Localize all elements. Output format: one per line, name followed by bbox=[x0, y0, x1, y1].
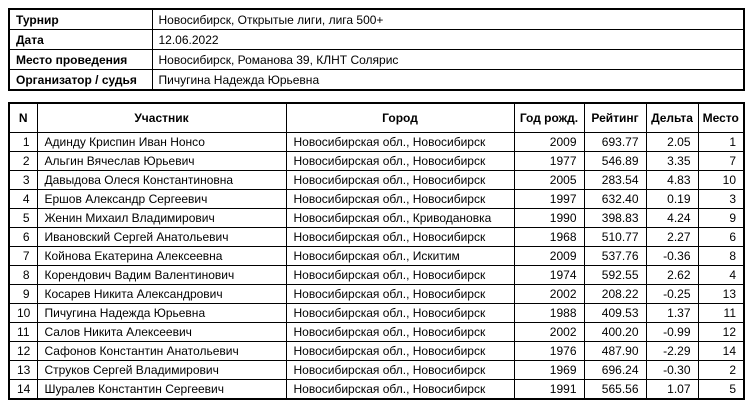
cell-place: 4 bbox=[698, 266, 744, 285]
cell-place: 6 bbox=[698, 228, 744, 247]
cell-place: 8 bbox=[698, 247, 744, 266]
col-header-n: N bbox=[9, 103, 37, 133]
cell-n: 8 bbox=[9, 266, 37, 285]
info-row-date bbox=[9, 30, 744, 50]
cell-n: 4 bbox=[9, 190, 37, 209]
cell-delta: 2.62 bbox=[646, 266, 698, 285]
cell-rating: 693.77 bbox=[584, 133, 646, 152]
participant-row bbox=[9, 380, 744, 400]
participant-row bbox=[9, 133, 744, 152]
cell-place: 7 bbox=[698, 152, 744, 171]
cell-delta: -0.36 bbox=[646, 247, 698, 266]
cell-rating: 537.76 bbox=[584, 247, 646, 266]
col-header-rating: Рейтинг bbox=[584, 103, 646, 133]
cell-participant: Давыдова Олеся Константиновна bbox=[37, 171, 286, 190]
cell-delta: -0.25 bbox=[646, 285, 698, 304]
cell-delta: 2.05 bbox=[646, 133, 698, 152]
cell-rating: 592.55 bbox=[584, 266, 646, 285]
cell-place: 3 bbox=[698, 190, 744, 209]
cell-city: Новосибирская обл., Новосибирск bbox=[286, 133, 514, 152]
cell-birth-year: 1991 bbox=[514, 380, 584, 400]
cell-place: 9 bbox=[698, 209, 744, 228]
cell-n: 10 bbox=[9, 304, 37, 323]
cell-place: 5 bbox=[698, 380, 744, 400]
participant-row bbox=[9, 304, 744, 323]
cell-delta: 2.27 bbox=[646, 228, 698, 247]
cell-place: 14 bbox=[698, 342, 744, 361]
cell-n: 11 bbox=[9, 323, 37, 342]
cell-city: Новосибирская обл., Искитим bbox=[286, 247, 514, 266]
cell-delta: -0.99 bbox=[646, 323, 698, 342]
cell-birth-year: 1997 bbox=[514, 190, 584, 209]
cell-participant: Пичугина Надежда Юрьевна bbox=[37, 304, 286, 323]
cell-participant: Корендович Вадим Валентинович bbox=[37, 266, 286, 285]
col-header-city: Город bbox=[286, 103, 514, 133]
cell-birth-year: 1969 bbox=[514, 361, 584, 380]
participant-row bbox=[9, 209, 744, 228]
cell-birth-year: 2009 bbox=[514, 247, 584, 266]
col-header-delta: Дельта bbox=[646, 103, 698, 133]
cell-participant: Койнова Екатерина Алексеевна bbox=[37, 247, 286, 266]
info-label-tournament: Турнир bbox=[9, 9, 152, 30]
cell-delta: 0.19 bbox=[646, 190, 698, 209]
cell-place: 2 bbox=[698, 361, 744, 380]
participant-row bbox=[9, 361, 744, 380]
cell-delta: 4.83 bbox=[646, 171, 698, 190]
info-row-tournament bbox=[9, 9, 744, 30]
cell-participant: Женин Михаил Владимирович bbox=[37, 209, 286, 228]
cell-city: Новосибирская обл., Новосибирск bbox=[286, 171, 514, 190]
participant-row bbox=[9, 247, 744, 266]
cell-n: 7 bbox=[9, 247, 37, 266]
cell-participant: Адинду Криспин Иван Нонсо bbox=[37, 133, 286, 152]
cell-n: 1 bbox=[9, 133, 37, 152]
info-row-organizer bbox=[9, 70, 744, 91]
cell-rating: 510.77 bbox=[584, 228, 646, 247]
cell-participant: Шуралев Константин Сергеевич bbox=[37, 380, 286, 400]
participant-row bbox=[9, 228, 744, 247]
cell-birth-year: 1976 bbox=[514, 342, 584, 361]
info-value-tournament: Новосибирск, Открытые лиги, лига 500+ bbox=[152, 9, 744, 30]
cell-city: Новосибирская обл., Новосибирск bbox=[286, 342, 514, 361]
cell-place: 13 bbox=[698, 285, 744, 304]
cell-city: Новосибирская обл., Новосибирск bbox=[286, 266, 514, 285]
cell-participant: Альгин Вячеслав Юрьевич bbox=[37, 152, 286, 171]
results-header-row bbox=[9, 103, 744, 133]
cell-n: 13 bbox=[9, 361, 37, 380]
tournament-info-table bbox=[8, 8, 745, 91]
cell-participant: Ершов Александр Сергеевич bbox=[37, 190, 286, 209]
participant-row bbox=[9, 285, 744, 304]
cell-place: 11 bbox=[698, 304, 744, 323]
participant-row bbox=[9, 171, 744, 190]
cell-rating: 632.40 bbox=[584, 190, 646, 209]
cell-birth-year: 1968 bbox=[514, 228, 584, 247]
cell-city: Новосибирская обл., Новосибирск bbox=[286, 323, 514, 342]
cell-city: Новосибирская обл., Новосибирск bbox=[286, 361, 514, 380]
col-header-place: Место bbox=[698, 103, 744, 133]
results-table bbox=[8, 102, 745, 400]
cell-delta: 4.24 bbox=[646, 209, 698, 228]
cell-birth-year: 2002 bbox=[514, 285, 584, 304]
info-label-venue: Место проведения bbox=[9, 50, 152, 70]
cell-rating: 546.89 bbox=[584, 152, 646, 171]
cell-participant: Струков Сергей Владимирович bbox=[37, 361, 286, 380]
cell-rating: 565.56 bbox=[584, 380, 646, 400]
info-label-organizer: Организатор / судья bbox=[9, 70, 152, 91]
cell-city: Новосибирская обл., Новосибирск bbox=[286, 304, 514, 323]
cell-n: 2 bbox=[9, 152, 37, 171]
participant-row bbox=[9, 342, 744, 361]
cell-birth-year: 2009 bbox=[514, 133, 584, 152]
cell-n: 14 bbox=[9, 380, 37, 400]
cell-place: 10 bbox=[698, 171, 744, 190]
cell-birth-year: 1988 bbox=[514, 304, 584, 323]
cell-n: 12 bbox=[9, 342, 37, 361]
cell-delta: 3.35 bbox=[646, 152, 698, 171]
cell-birth-year: 1974 bbox=[514, 266, 584, 285]
cell-delta: 1.37 bbox=[646, 304, 698, 323]
cell-rating: 696.24 bbox=[584, 361, 646, 380]
cell-city: Новосибирская обл., Новосибирск bbox=[286, 285, 514, 304]
cell-city: Новосибирская обл., Новосибирск bbox=[286, 228, 514, 247]
cell-rating: 208.22 bbox=[584, 285, 646, 304]
info-value-date: 12.06.2022 bbox=[152, 30, 744, 50]
cell-n: 6 bbox=[9, 228, 37, 247]
cell-delta: -2.29 bbox=[646, 342, 698, 361]
cell-n: 9 bbox=[9, 285, 37, 304]
cell-rating: 487.90 bbox=[584, 342, 646, 361]
cell-rating: 400.20 bbox=[584, 323, 646, 342]
cell-delta: -0.30 bbox=[646, 361, 698, 380]
participant-row bbox=[9, 152, 744, 171]
cell-city: Новосибирская обл., Криводановка bbox=[286, 209, 514, 228]
cell-place: 12 bbox=[698, 323, 744, 342]
cell-rating: 409.53 bbox=[584, 304, 646, 323]
cell-birth-year: 2005 bbox=[514, 171, 584, 190]
participant-row bbox=[9, 190, 744, 209]
cell-participant: Ивановский Сергей Анатольевич bbox=[37, 228, 286, 247]
info-value-venue: Новосибирск, Романова 39, КЛНТ Солярис bbox=[152, 50, 744, 70]
cell-birth-year: 1977 bbox=[514, 152, 584, 171]
participant-row bbox=[9, 323, 744, 342]
cell-participant: Сафонов Константин Анатольевич bbox=[37, 342, 286, 361]
info-value-organizer: Пичугина Надежда Юрьевна bbox=[152, 70, 744, 91]
cell-rating: 283.54 bbox=[584, 171, 646, 190]
cell-n: 5 bbox=[9, 209, 37, 228]
cell-rating: 398.83 bbox=[584, 209, 646, 228]
cell-participant: Салов Никита Алексеевич bbox=[37, 323, 286, 342]
cell-city: Новосибирская обл., Новосибирск bbox=[286, 190, 514, 209]
cell-birth-year: 1990 bbox=[514, 209, 584, 228]
cell-n: 3 bbox=[9, 171, 37, 190]
cell-city: Новосибирская обл., Новосибирск bbox=[286, 380, 514, 400]
cell-participant: Косарев Никита Александрович bbox=[37, 285, 286, 304]
participant-row bbox=[9, 266, 744, 285]
info-row-venue bbox=[9, 50, 744, 70]
col-header-participant: Участник bbox=[37, 103, 286, 133]
cell-birth-year: 2002 bbox=[514, 323, 584, 342]
cell-place: 1 bbox=[698, 133, 744, 152]
col-header-birth-year: Год рожд. bbox=[514, 103, 584, 133]
cell-delta: 1.07 bbox=[646, 380, 698, 400]
cell-city: Новосибирская обл., Новосибирск bbox=[286, 152, 514, 171]
info-label-date: Дата bbox=[9, 30, 152, 50]
